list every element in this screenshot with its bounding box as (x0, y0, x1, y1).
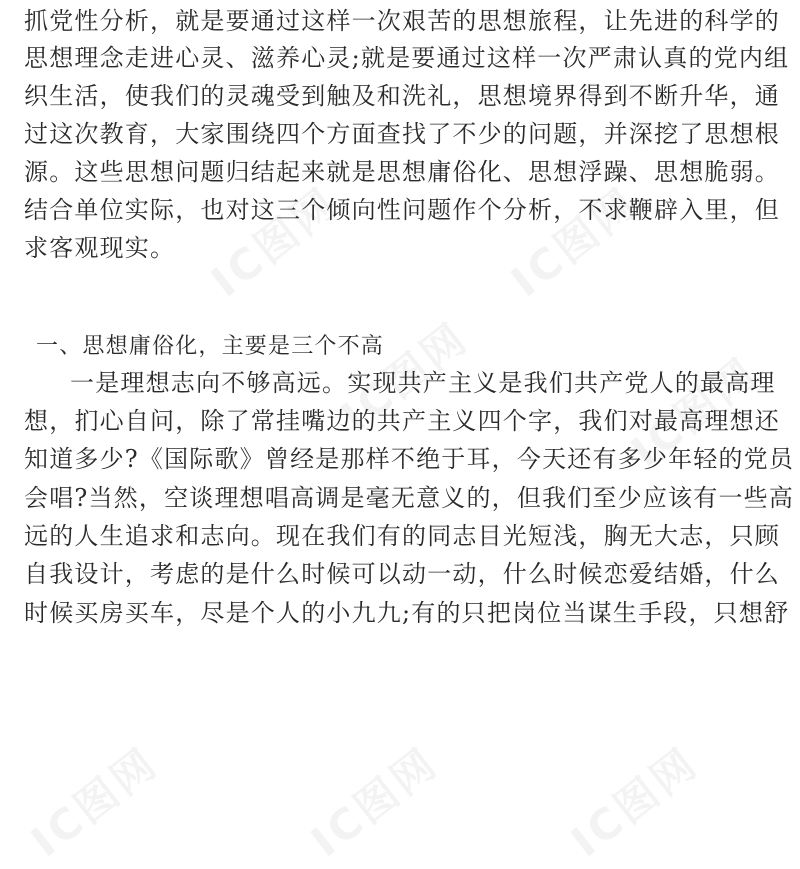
paragraph-line: 想，扪心自问，除了常挂嘴边的共产主义四个字，我们对最高理想还 (24, 407, 780, 435)
watermark: IC图网 (21, 737, 168, 867)
watermark: IC图网 (301, 737, 448, 867)
watermark: IC图网 (331, 312, 478, 442)
section-heading: 一、思想庸俗化，主要是三个不高 (36, 334, 385, 359)
paragraph-line: 思想理念走进心灵、滋养心灵;就是要通过这样一次严肃认真的党内组 (24, 44, 790, 72)
paragraph-line: 求客观现实。 (24, 234, 176, 262)
watermark: IC图网 (501, 177, 648, 307)
paragraph-line: 抓党性分析，就是要通过这样一次艰苦的思想旅程，让先进的科学的 (24, 7, 780, 35)
paragraph-line: 会唱?当然，空谈理想唱高调是毫无意义的，但我们至少应该有一些高 (24, 484, 795, 512)
watermark: IC图网 (621, 347, 768, 477)
paragraph-line: 一是理想志向不够高远。实现共产主义是我们共产党人的最高理 (70, 369, 776, 397)
paragraph-line: 时候买房买车，尽是个人的小九九;有的只把岗位当谋生手段，只想舒 (24, 599, 790, 627)
paragraph-line: 自我设计，考虑的是什么时候可以动一动，什么时候恋爱结婚，什么 (24, 560, 780, 588)
paragraph-line: 远的人生追求和志向。现在我们有的同志目光短浅，胸无大志，只顾 (24, 522, 780, 550)
watermark: IC图网 (201, 177, 348, 307)
paragraph-line: 织生活，使我们的灵魂受到触及和洗礼，思想境界得到不断升华，通 (24, 82, 780, 110)
paragraph-line: 源。这些思想问题归结起来就是思想庸俗化、思想浮躁、思想脆弱。 (24, 158, 780, 186)
paragraph-line: 过这次教育，大家围绕四个方面查找了不少的问题，并深挖了思想根 (24, 120, 780, 148)
watermark: IC图网 (561, 737, 708, 867)
paragraph-line: 知道多少?《国际歌》曾经是那样不绝于耳，今天还有多少年轻的党员 (24, 445, 795, 473)
paragraph-line: 结合单位实际，也对这三个倾向性问题作个分析，不求鞭辟入里，但 (24, 196, 780, 224)
